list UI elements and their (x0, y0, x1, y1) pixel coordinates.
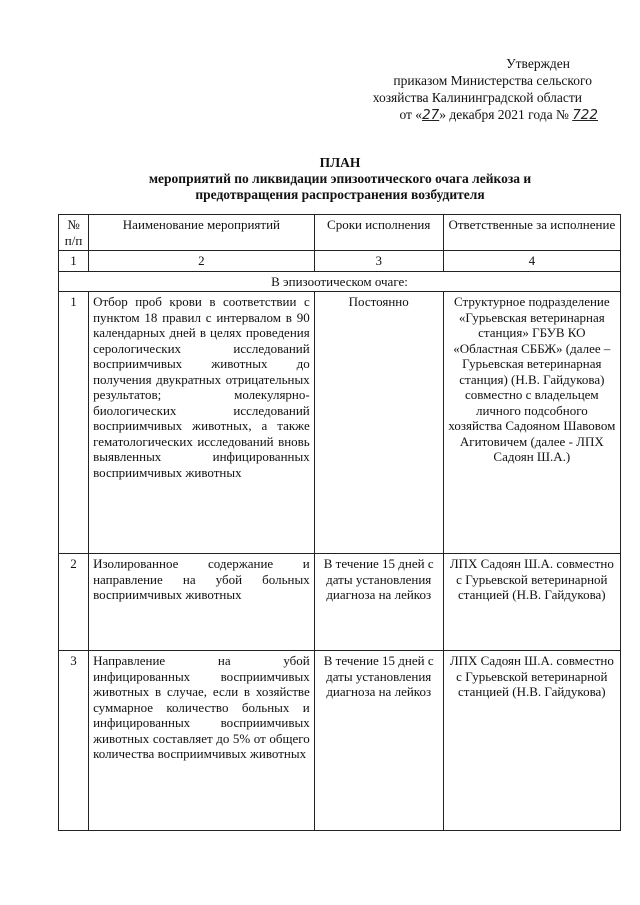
table-header-row (59, 215, 621, 251)
approval-block (360, 55, 610, 124)
row-term: В течение 15 дней с даты установления диагноза на лейкоз (314, 554, 443, 651)
table-row (59, 292, 621, 554)
handwritten-order-number: 722 (572, 107, 598, 123)
row-action: Направление на убой инфицированных восприимчивых животных в случае, если в хозяйстве суммарное количество больных и инфицированных восприимчивых животных составляет до 5% от общего количества восприимчивых животных (89, 651, 315, 831)
row-action: Изолированное содержание и направление на убой больных восприимчивых животных (89, 554, 315, 651)
column-number: 2 (89, 251, 315, 272)
approval-heading: Утвержден (506, 56, 570, 71)
column-number: 4 (443, 251, 620, 272)
handwritten-day: 27 (422, 107, 440, 123)
column-number: 3 (314, 251, 443, 272)
approval-order-line: приказом Министерства сельского (393, 73, 592, 88)
row-responsible: ЛПХ Садоян Ш.А. совместно с Гурьевской ветеринарной станцией (Н.В. Гайдукова) (443, 554, 620, 651)
header-term: Сроки исполнения (314, 215, 443, 251)
section-row (59, 271, 621, 292)
plan-subtitle-line2: предотвращения распространения возбудителя (195, 187, 485, 202)
plan-subtitle-line1: мероприятий по ликвидации эпизоотического очага лейкоза и (148, 171, 532, 186)
table-row (59, 651, 621, 831)
header-responsible: Ответственные за исполнение (443, 215, 620, 251)
row-term: В течение 15 дней с даты установления диагноза на лейкоз (314, 651, 443, 831)
header-number: № п/п (59, 215, 89, 251)
date-mid: » декабря 2021 года № (439, 107, 569, 122)
row-number: 3 (59, 651, 89, 831)
row-term: Постоянно (314, 292, 443, 554)
approval-ministry-line: хозяйства Калининградской области (372, 90, 582, 105)
plan-table (58, 214, 621, 831)
row-responsible: ЛПХ Садоян Ш.А. совместно с Гурьевской ветеринарной станцией (Н.В. Гайдукова) (443, 651, 620, 831)
column-number-row (59, 251, 621, 272)
approval-date-line (360, 106, 610, 124)
row-number: 2 (59, 554, 89, 651)
column-number: 1 (59, 251, 89, 272)
table-row (59, 554, 621, 651)
document-title (95, 155, 585, 203)
row-responsible: Структурное подразделение «Гурьевская ветеринарная станция» ГБУВ КО «Областная СББЖ» (далее – Гурьевская ветеринарная станция) (Н.В. Гайдукова) совместно с владельцем личного подсобного хозяйства Садояном Шавовом Агитовичем (далее - ЛПХ Садоян Ш.А.) (443, 292, 620, 554)
row-number: 1 (59, 292, 89, 554)
row-action: Отбор проб крови в соответствии с пунктом 18 правил с интервалом в 90 календарных дней в целях проведения серологических исследований восприимчивых животных до получения двукратных отрицательных результатов; молекулярно-биологических исследований восприимчивых животных, а также гематологических исследований вновь выявленных инфицированных восприимчивых животных (89, 292, 315, 554)
section-title: В эпизоотическом очаге: (59, 271, 621, 292)
header-action: Наименование мероприятий (89, 215, 315, 251)
plan-title: ПЛАН (319, 155, 361, 170)
date-prefix: от « (399, 107, 423, 122)
